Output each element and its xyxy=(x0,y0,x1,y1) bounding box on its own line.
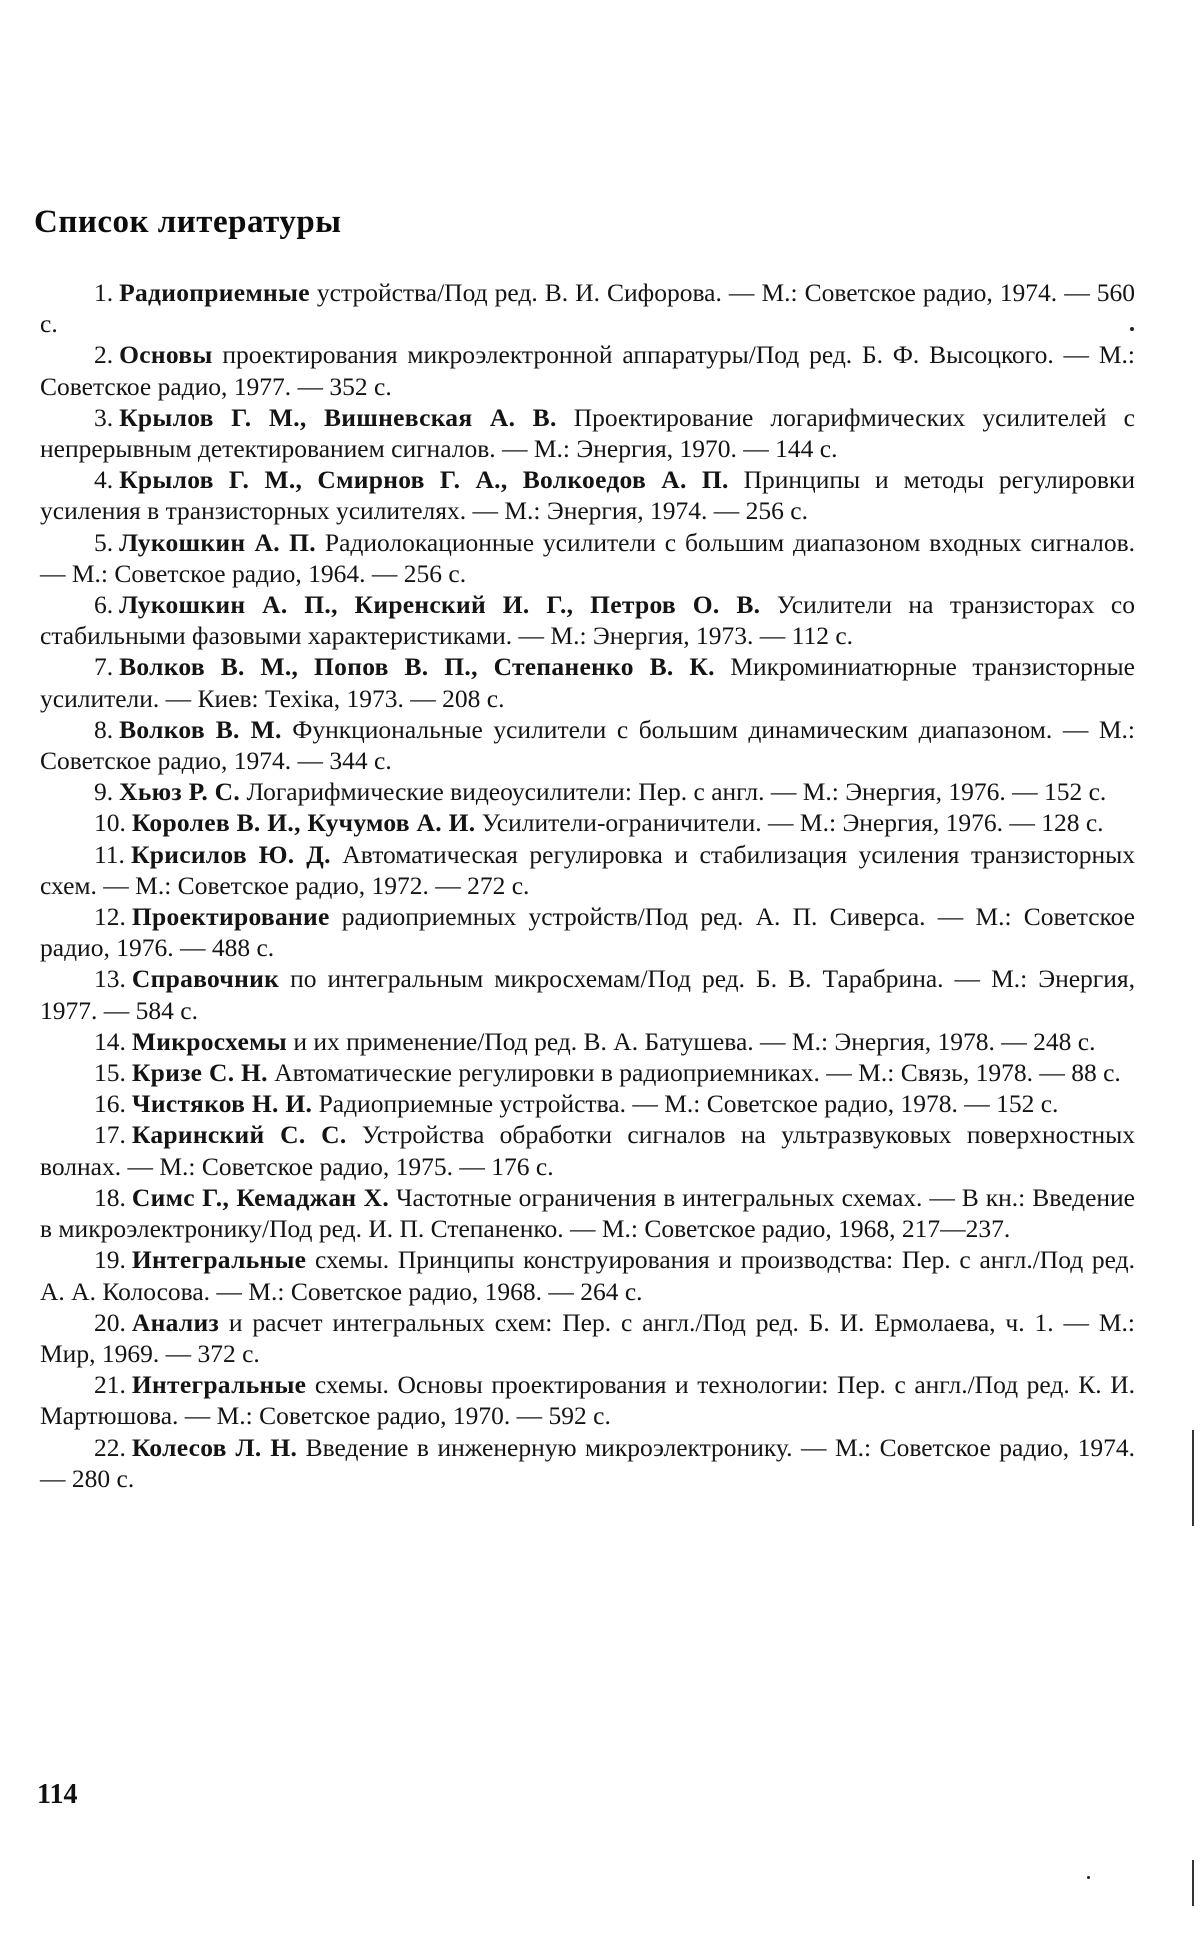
reference-number: 5. xyxy=(94,527,114,557)
reference-item xyxy=(40,1307,1135,1369)
reference-number: 4. xyxy=(94,465,114,495)
reference-number: 14. xyxy=(94,1026,126,1056)
scan-edge-mark xyxy=(1192,1430,1194,1526)
reference-item xyxy=(40,1057,1135,1088)
reference-authors: Основы xyxy=(119,340,213,370)
reference-details: Принципы и методы регулировки усиления в транзисторных усилителях. — М.: Энергия, 1974. — 256 с. xyxy=(40,465,1135,526)
reference-details: Автоматические регулировки в радиоприемниках. — М.: Связь, 1978. — 88 с. xyxy=(267,1058,1121,1088)
reference-authors: Волков В. М. xyxy=(119,714,282,744)
reference-number: 15. xyxy=(94,1058,126,1088)
reference-item xyxy=(40,402,1135,464)
reference-item xyxy=(40,901,1135,963)
reference-item xyxy=(40,277,1135,339)
reference-authors: Интегральные xyxy=(131,1370,307,1400)
reference-item xyxy=(40,963,1135,1025)
reference-item xyxy=(40,839,1135,901)
reference-authors: Справочник xyxy=(131,964,280,994)
reference-authors: Волков В. М., Попов В. П., Степаненко В. К. xyxy=(119,652,715,682)
reference-number: 11. xyxy=(94,839,125,869)
reference-details: устройства/Под ред. В. И. Сифорова. — М.: Советское радио, 1974. — 560 с. xyxy=(40,278,1135,339)
reference-authors: Каринский С. С. xyxy=(131,1120,347,1150)
reference-authors: Проектирование xyxy=(131,902,330,932)
reference-authors: Радиоприемные xyxy=(119,278,310,307)
reference-details: проектирования микроэлектронной аппаратуры/Под ред. Б. Ф. Высоцкого. — М.: Советское радио, 1977. — 352 с. xyxy=(40,340,1135,401)
reference-authors: Анализ xyxy=(131,1307,220,1337)
reference-number: 12. xyxy=(94,902,126,932)
reference-item xyxy=(40,807,1135,838)
reference-item xyxy=(40,1182,1135,1244)
reference-authors: Кризе С. Н. xyxy=(131,1058,268,1088)
reference-number: 8. xyxy=(94,714,114,744)
reference-number: 13. xyxy=(94,964,126,994)
scan-speck xyxy=(1130,327,1134,331)
reference-details: Усилители-ограничители. — М.: Энергия, 1976. — 128 с. xyxy=(475,808,1104,838)
reference-number: 22. xyxy=(94,1432,126,1462)
reference-details: и расчет интегральных схем: Пер. с англ./Под ред. Б. И. Ермолаева, ч. 1. — М.: Мир, 1969. — 372 с. xyxy=(40,1307,1135,1368)
reference-number: 1. xyxy=(94,278,114,307)
reference-item xyxy=(40,1432,1135,1494)
reference-number: 10. xyxy=(94,808,126,838)
reference-authors: Колесов Л. Н. xyxy=(131,1432,298,1462)
reference-number: 17. xyxy=(94,1120,126,1150)
reference-number: 2. xyxy=(94,340,114,370)
reference-details: Проектирование логарифмических усилителей с непрерывным детектированием сигналов. — М.: Энергия, 1970. — 144 с. xyxy=(40,402,1135,464)
reference-item xyxy=(40,589,1135,651)
reference-number: 19. xyxy=(94,1245,126,1275)
reference-details: Радиолокационные усилители с большим диапазоном входных сигналов. — М.: Советское радио, 1964. — 256 с. xyxy=(40,527,1135,588)
reference-item xyxy=(40,776,1135,807)
reference-details: Логарифмические видеоусилители: Пер. с англ. — М.: Энергия, 1976. — 152 с. xyxy=(240,777,1107,807)
reference-authors: Лукошкин А. П. xyxy=(119,527,316,557)
reference-details: схемы. Основы проектирования и технологии: Пер. с англ./Под ред. К. И. Мартюшова. — М.: Советское радио, 1970. — 592 с. xyxy=(40,1370,1135,1431)
reference-number: 6. xyxy=(94,590,114,620)
scan-speck xyxy=(1087,1876,1090,1879)
reference-item xyxy=(40,1369,1135,1431)
reference-number: 7. xyxy=(94,652,114,682)
reference-number: 9. xyxy=(94,777,114,807)
reference-item xyxy=(40,714,1135,776)
reference-item xyxy=(40,1026,1135,1057)
reference-details: Частотные ограничения в интегральных схемах. — В кн.: Введение в микроэлектронику/Под ред. И. П. Степаненко. — М.: Советское радио, 1968, 217—237. xyxy=(40,1182,1135,1244)
reference-authors: Симс Г., Кемаджан Х. xyxy=(131,1182,390,1212)
reference-number: 20. xyxy=(94,1307,126,1337)
reference-authors: Интегральные xyxy=(131,1245,307,1275)
reference-details: Введение в инженерную микроэлектронику. — М.: Советское радио, 1974. — 280 с. xyxy=(40,1432,1135,1493)
reference-number: 18. xyxy=(94,1182,126,1212)
reference-list xyxy=(40,277,1135,1494)
reference-details: Радиоприемные устройства. — М.: Советское радио, 1978. — 152 с. xyxy=(312,1089,1059,1119)
reference-details: по интегральным микросхемам/Под ред. Б. В. Тарабрина. — М.: Энергия, 1977. — 584 с. xyxy=(40,964,1135,1025)
page-heading: Список литературы xyxy=(34,204,342,240)
reference-details: Автоматическая регулировка и стабилизация усиления транзисторных схем. — М.: Советское радио, 1972. — 272 с. xyxy=(40,839,1135,900)
scan-edge-mark xyxy=(1192,1860,1194,1906)
reference-details: радиоприемных устройств/Под ред. А. П. Сиверса. — М.: Советское радио, 1976. — 488 с. xyxy=(40,902,1135,963)
reference-authors: Крылов Г. М., Смирнов Г. А., Волкоедов А. П. xyxy=(119,465,729,495)
reference-authors: Королев В. И., Кучумов А. И. xyxy=(131,808,476,838)
reference-authors: Крисилов Ю. Д. xyxy=(130,839,331,869)
reference-item xyxy=(40,339,1135,401)
reference-item xyxy=(40,464,1135,526)
reference-details: и их применение/Под ред. В. А. Батушева. — М.: Энергия, 1978. — 248 с. xyxy=(286,1026,1096,1056)
page-number: 114 xyxy=(37,1779,78,1810)
reference-details: Микроминиатюрные транзисторные усилители. — Киев: Техіка, 1973. — 208 с. xyxy=(40,652,1135,713)
reference-details: Устройства обработки сигналов на ультразвуковых поверхностных волнах. — М.: Советское радио, 1975. — 176 с. xyxy=(40,1120,1135,1181)
reference-number: 16. xyxy=(94,1089,126,1119)
reference-item xyxy=(40,651,1135,713)
reference-item xyxy=(40,1088,1135,1119)
reference-item xyxy=(40,527,1135,589)
reference-authors: Лукошкин А. П., Киренский И. Г., Петров О. В. xyxy=(119,590,761,620)
reference-item xyxy=(40,1244,1135,1306)
reference-details: схемы. Принципы конструирования и производства: Пер. с англ./Под ред. А. А. Колосова. — М.: Советское радио, 1968. — 264 с. xyxy=(40,1245,1135,1306)
reference-authors: Крылов Г. М., Вишневская А. В. xyxy=(119,402,557,432)
reference-authors: Хьюз Р. С. xyxy=(119,777,241,807)
reference-number: 21. xyxy=(94,1370,126,1400)
reference-authors: Чистяков Н. И. xyxy=(131,1089,313,1119)
reference-item xyxy=(40,1119,1135,1181)
reference-details: Усилители на транзисторах со стабильными фазовыми характеристиками. — М.: Энергия, 1973. — 112 с. xyxy=(40,590,1135,651)
reference-number: 3. xyxy=(94,402,114,432)
reference-authors: Микросхемы xyxy=(131,1026,287,1056)
reference-details: Функциональные усилители с большим динамическим диапазоном. — М.: Советское радио, 1974. — 344 с. xyxy=(40,714,1136,776)
